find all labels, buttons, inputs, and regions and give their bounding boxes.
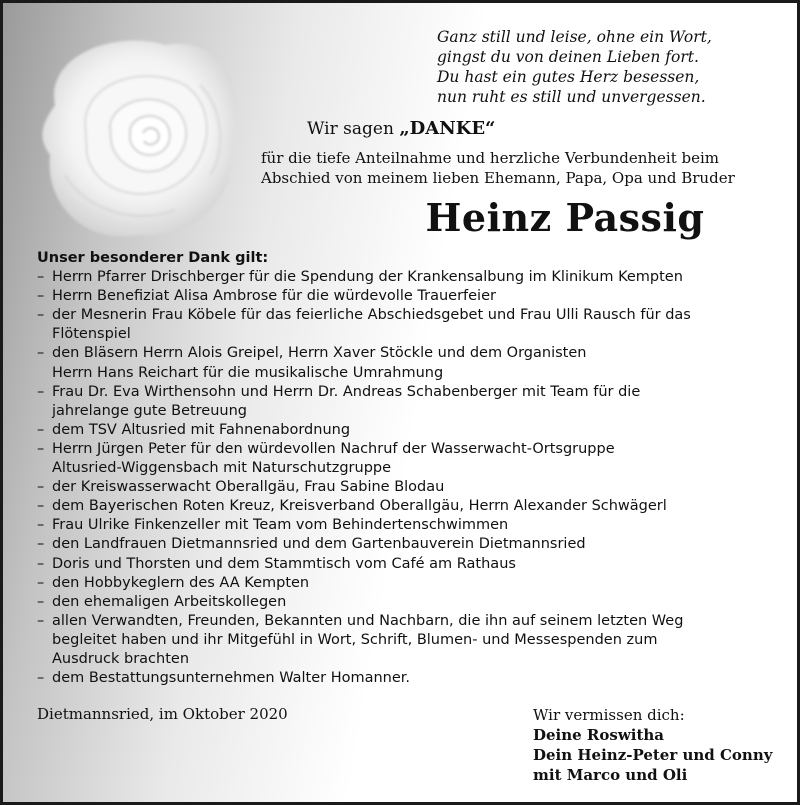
list-item: [37, 478, 777, 497]
poem-line: nun ruht es still und unvergessen.: [437, 88, 706, 106]
list-item-line: der Mesnerin Frau Köbele für das feierliche Abschiedsgebet und Frau Ulli Rausch für das: [52, 307, 691, 324]
family-signature: [533, 705, 772, 785]
family-intro: Wir vermissen dich:: [533, 706, 685, 724]
danke-prefix: Wir sagen: [307, 119, 394, 139]
list-item: [37, 669, 777, 688]
list-item-line: Herrn Hans Reichart für die musikalische Umrahmung: [52, 364, 444, 381]
family-line: mit Marco und Oli: [533, 766, 688, 784]
dash: –: [37, 421, 45, 438]
dash: –: [37, 593, 45, 610]
list-item-line: dem TSV Altusried mit Fahnenabordnung: [52, 421, 351, 438]
list-item-line: Herrn Benefiziat Alisa Ambrose für die würdevolle Trauerfeier: [52, 288, 496, 305]
list-item-line: allen Verwandten, Freunden, Bekannten und Nachbarn, die ihn auf seinem letzten Weg: [52, 612, 684, 629]
deceased-name: Heinz Passig: [425, 195, 705, 240]
list-item-line: dem Bayerischen Roten Kreuz, Kreisverband Oberallgäu, Herrn Alexander Schwägerl: [52, 498, 667, 515]
poem-line: Ganz still und leise, ohne ein Wort,: [437, 28, 712, 46]
dash: –: [37, 574, 45, 591]
list-item: [37, 516, 777, 535]
thanks-line: Abschied von meinem lieben Ehemann, Papa, Opa und Bruder: [261, 169, 735, 187]
list-item: [37, 555, 777, 574]
thanks-text: [261, 148, 769, 188]
dash: –: [37, 269, 45, 286]
list-item: [37, 612, 777, 669]
danke-word: „DANKE“: [399, 118, 496, 139]
list-item: [37, 383, 777, 421]
list-item: [37, 344, 777, 382]
list-item-line: der Kreiswasserwacht Oberallgäu, Frau Sabine Blodau: [52, 479, 445, 496]
list-item-line: begleitet haben und ihr Mitgefühl in Wort, Schrift, Blumen- und Messespenden zum: [52, 631, 658, 648]
list-item-line: jahrelange gute Betreuung: [52, 402, 248, 419]
list-item: [37, 440, 777, 478]
list-item-line: Ausdruck brachten: [52, 650, 190, 667]
list-item: [37, 421, 777, 440]
danke-heading: [307, 118, 495, 139]
list-item: [37, 306, 777, 344]
dash: –: [37, 536, 45, 553]
thanks-list: [37, 249, 777, 688]
list-item-line: Flötenspiel: [52, 326, 131, 343]
dash: –: [37, 498, 45, 515]
dash: –: [37, 440, 45, 457]
family-line: Deine Roswitha: [533, 726, 665, 744]
thanks-line: für die tiefe Anteilnahme und herzliche Verbundenheit beim: [261, 149, 720, 167]
list-item-line: Doris und Thorsten und dem Stammtisch vom Café am Rathaus: [52, 555, 516, 572]
list-item-line: den Bläsern Herrn Alois Greipel, Herrn Xaver Stöckle und dem Organisten: [52, 345, 587, 362]
list-item-line: Herrn Jürgen Peter für den würdevollen Nachruf der Wasserwacht-Ortsgruppe: [52, 440, 615, 457]
dash: –: [37, 307, 45, 324]
dash: –: [37, 383, 45, 400]
dash: –: [37, 479, 45, 496]
list-item-line: Frau Ulrike Finkenzeller mit Team vom Behindertenschwimmen: [52, 517, 509, 534]
poem-line: Du hast ein gutes Herz besessen,: [437, 68, 700, 86]
list-item: [37, 593, 777, 612]
dash: –: [37, 612, 45, 629]
list-item-line: Altusried-Wiggensbach mit Naturschutzgruppe: [52, 460, 392, 477]
list-title: Unser besonderer Dank gilt:: [37, 250, 269, 266]
list-item: [37, 574, 777, 593]
thanks-items: [37, 268, 777, 688]
list-item: [37, 268, 777, 287]
list-item-line: den ehemaligen Arbeitskollegen: [52, 593, 287, 610]
place-date: Dietmannsried, im Oktober 2020: [37, 705, 288, 723]
list-item-line: Herrn Pfarrer Drischberger für die Spendung der Krankensalbung im Klinikum Kempten: [52, 269, 683, 286]
dash: –: [37, 345, 45, 362]
list-item: [37, 535, 777, 554]
dash: –: [37, 670, 45, 687]
list-item-line: den Landfrauen Dietmannsried und dem Gartenbauverein Dietmannsried: [52, 536, 586, 553]
dash: –: [37, 517, 45, 534]
dash: –: [37, 555, 45, 572]
family-line: Dein Heinz-Peter und Conny: [533, 746, 773, 764]
list-item-line: den Hobbykeglern des AA Kempten: [52, 574, 310, 591]
list-item-line: dem Bestattungsunternehmen Walter Homanner.: [52, 670, 411, 687]
list-item-line: Frau Dr. Eva Wirthensohn und Herrn Dr. Andreas Schabenberger mit Team für die: [52, 383, 641, 400]
poem: [437, 27, 757, 107]
list-item: [37, 287, 777, 306]
dash: –: [37, 288, 45, 305]
poem-line: gingst du von deinen Lieben fort.: [437, 48, 699, 66]
list-item: [37, 497, 777, 516]
